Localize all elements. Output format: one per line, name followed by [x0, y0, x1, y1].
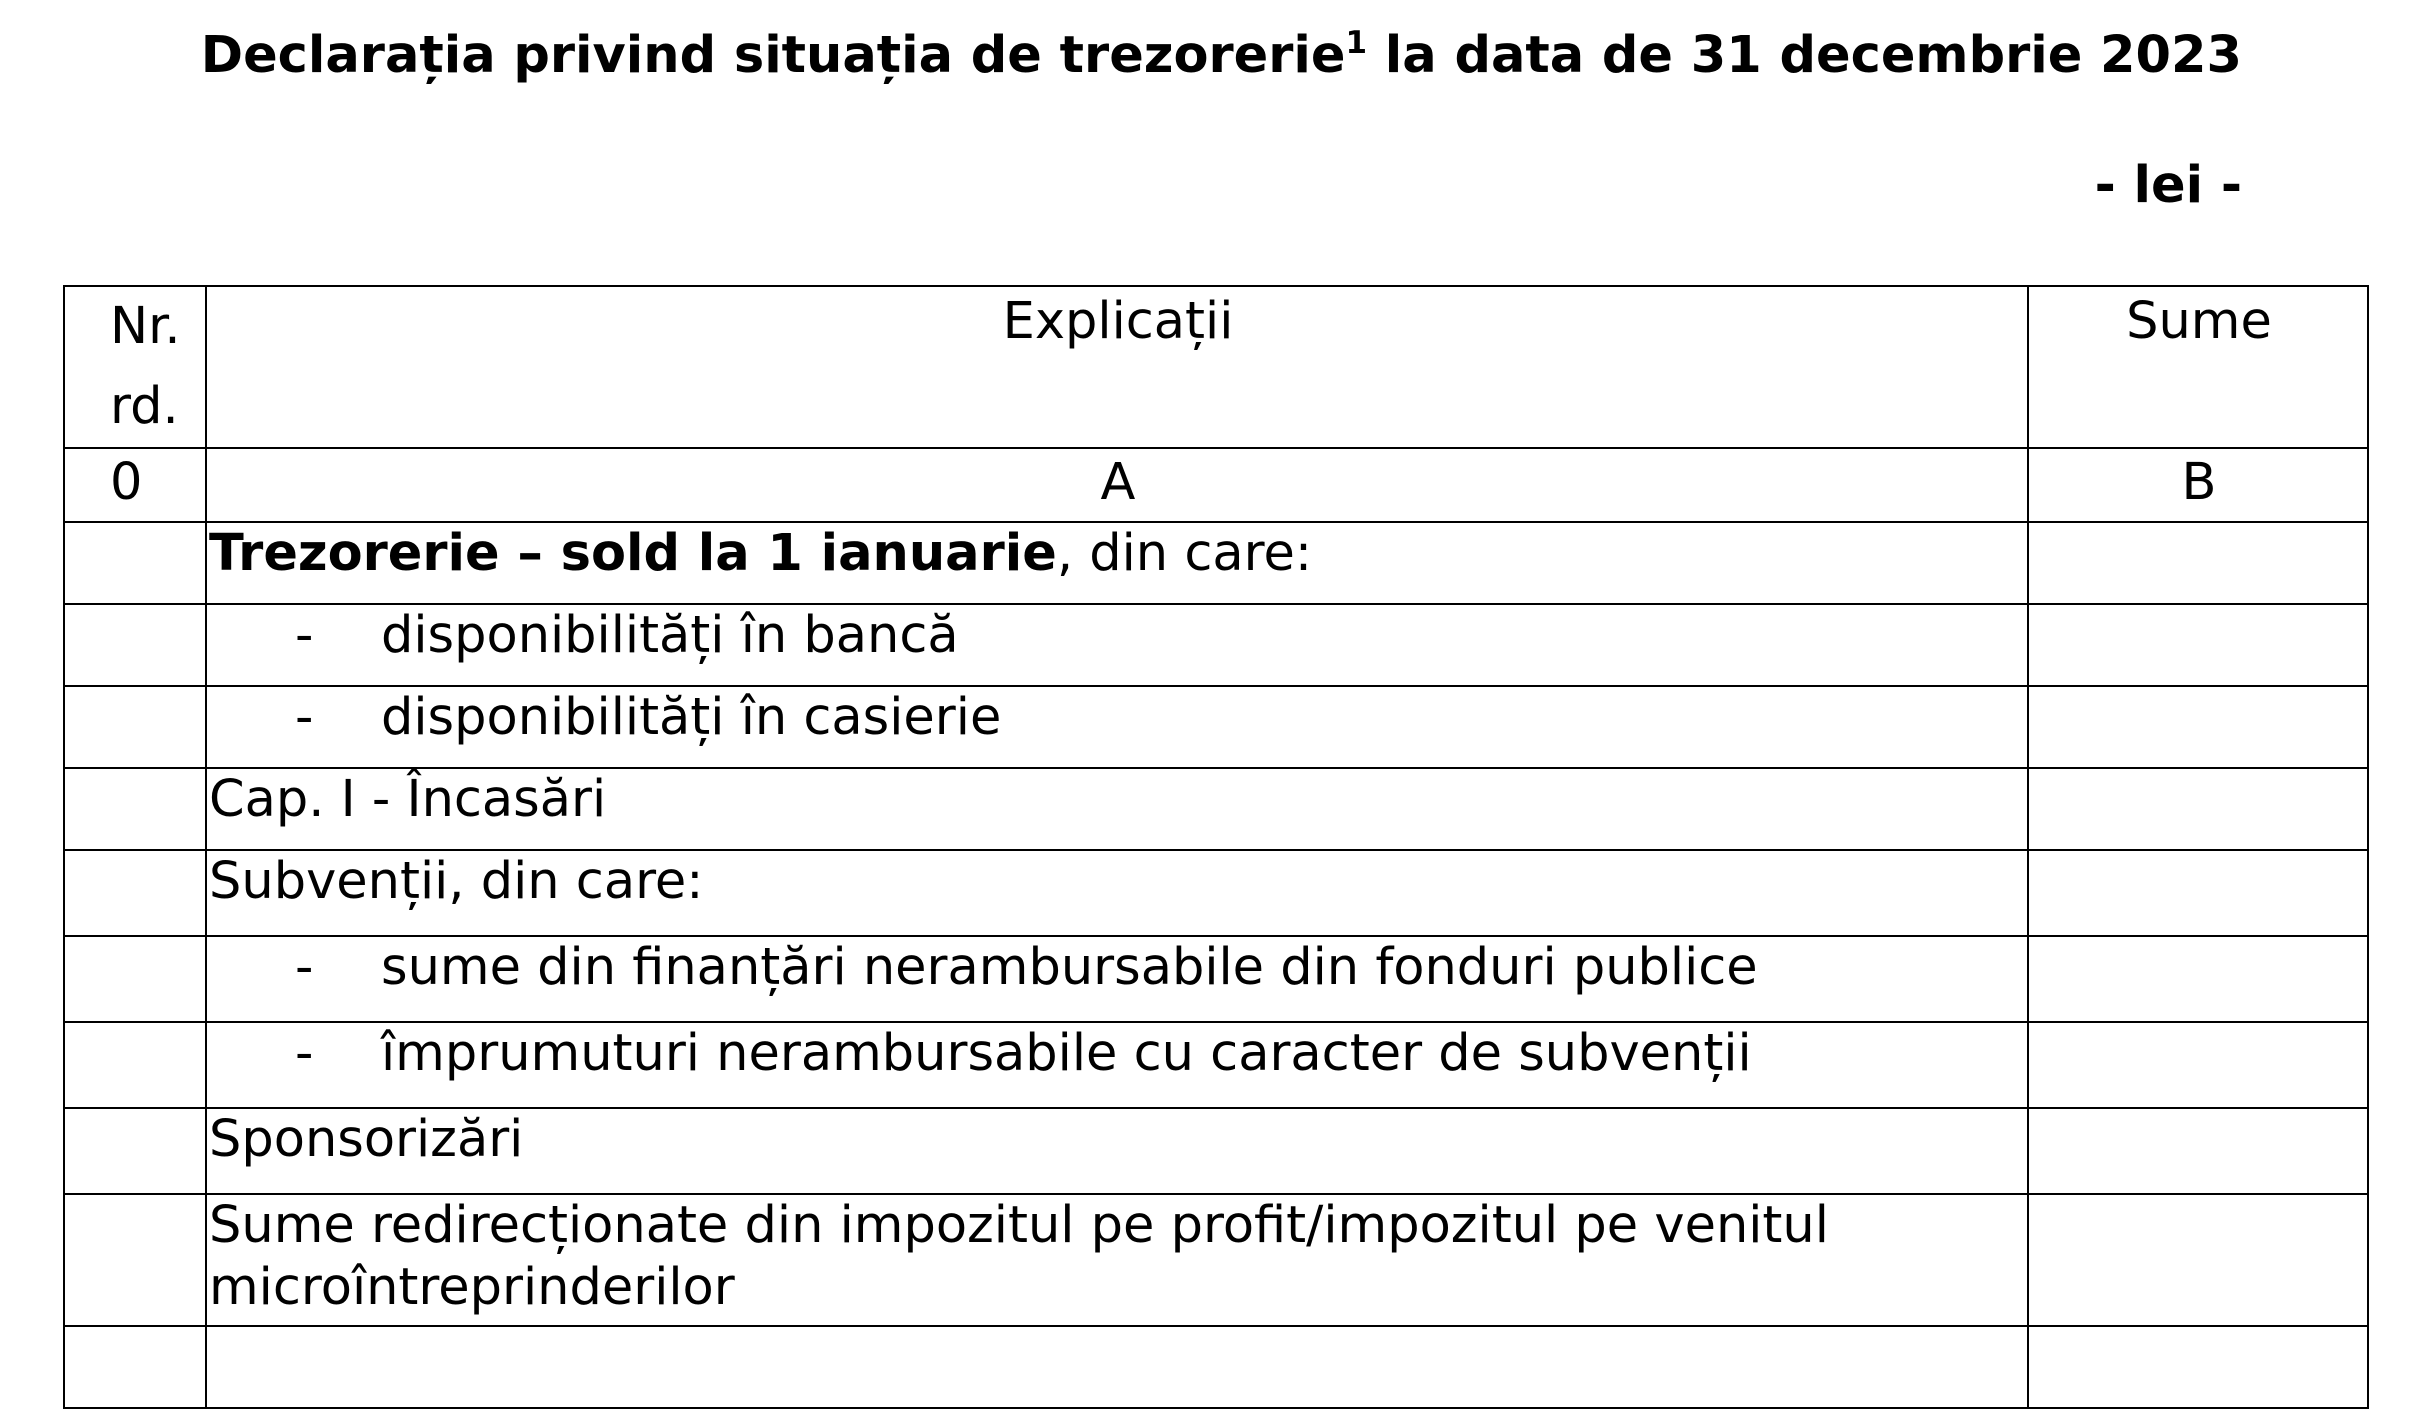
- row-explicatii-cell: [206, 522, 2028, 604]
- title-rest: la data de 31 decembrie 2023: [1367, 26, 2242, 85]
- row-bullet: -: [295, 688, 314, 747]
- row-sume-cell: [2028, 936, 2368, 1022]
- row-sume-cell: [2028, 686, 2368, 768]
- row-explicatii-cell: [206, 1022, 2028, 1108]
- row-text: Sponsorizări: [209, 1110, 524, 1169]
- row-text: împrumuturi nerambursabile cu caracter de subvenții: [381, 1024, 1752, 1083]
- row-nr-cell: [64, 1326, 206, 1408]
- row-explicatii-cell: [206, 850, 2028, 936]
- index-nr: 0: [64, 448, 206, 522]
- table-row: [64, 1022, 2368, 1108]
- row-sume-cell: [2028, 1326, 2368, 1408]
- row-text: disponibilități în casierie: [381, 688, 1002, 747]
- index-explicatii: A: [206, 448, 2028, 522]
- row-sume-cell: [2028, 1108, 2368, 1194]
- row-sume-cell: [2028, 1022, 2368, 1108]
- table-row: [64, 522, 2368, 604]
- table-row: [64, 850, 2368, 936]
- row-explicatii-cell: [206, 604, 2028, 686]
- row-explicatii-cell: [206, 1194, 2028, 1326]
- row-explicatii-cell: [206, 1326, 2028, 1408]
- row-nr-cell: [64, 1194, 206, 1326]
- row-sume-cell: [2028, 604, 2368, 686]
- title-main: Declarația privind situația de trezorerie: [200, 26, 1346, 85]
- header-explicatii: Explicații: [206, 286, 2028, 448]
- row-text: , din care:: [1056, 524, 1313, 583]
- document-title: [0, 26, 2242, 86]
- index-row: [64, 448, 2368, 522]
- table-row: [64, 768, 2368, 850]
- treasury-table: [63, 285, 2369, 1409]
- row-nr-cell: [64, 850, 206, 936]
- index-sume: B: [2028, 448, 2368, 522]
- table-row: [64, 686, 2368, 768]
- row-sume-cell: [2028, 522, 2368, 604]
- row-nr-cell: [64, 768, 206, 850]
- row-bullet: -: [295, 938, 314, 997]
- table-row-partial: [64, 1326, 2368, 1408]
- row-text: disponibilități în bancă: [381, 606, 959, 665]
- row-explicatii-cell: [206, 1108, 2028, 1194]
- row-explicatii-cell: [206, 686, 2028, 768]
- row-explicatii-cell: [206, 936, 2028, 1022]
- table-row: [64, 1108, 2368, 1194]
- header-row: [64, 286, 2368, 448]
- row-text: Subvenții, din care:: [209, 852, 704, 911]
- row-nr-cell: [64, 1022, 206, 1108]
- row-explicatii-cell: [206, 768, 2028, 850]
- row-bullet: -: [295, 1024, 314, 1083]
- row-nr-cell: [64, 936, 206, 1022]
- row-sume-cell: [2028, 1194, 2368, 1326]
- row-sume-cell: [2028, 850, 2368, 936]
- table-row: [64, 1194, 2368, 1326]
- row-sume-cell: [2028, 768, 2368, 850]
- header-nr: Nr. rd.: [64, 286, 206, 448]
- footnote-mark: 1: [1345, 25, 1368, 61]
- row-text: Sume redirecționate din impozitul pe profit/impozitul pe venitul microîntreprinderilor: [209, 1196, 1829, 1317]
- row-nr-cell: [64, 686, 206, 768]
- currency-unit: - lei -: [2094, 156, 2242, 215]
- row-nr-cell: [64, 522, 206, 604]
- row-bullet: -: [295, 606, 314, 665]
- table-row: [64, 604, 2368, 686]
- table-row: [64, 936, 2368, 1022]
- row-nr-cell: [64, 1108, 206, 1194]
- header-sume: Sume: [2028, 286, 2368, 448]
- row-bold-text: Trezorerie – sold la 1 ianuarie: [209, 524, 1057, 583]
- row-nr-cell: [64, 604, 206, 686]
- row-text: Cap. I - Încasări: [209, 770, 607, 829]
- row-text: sume din finanțări nerambursabile din fonduri publice: [381, 938, 1758, 997]
